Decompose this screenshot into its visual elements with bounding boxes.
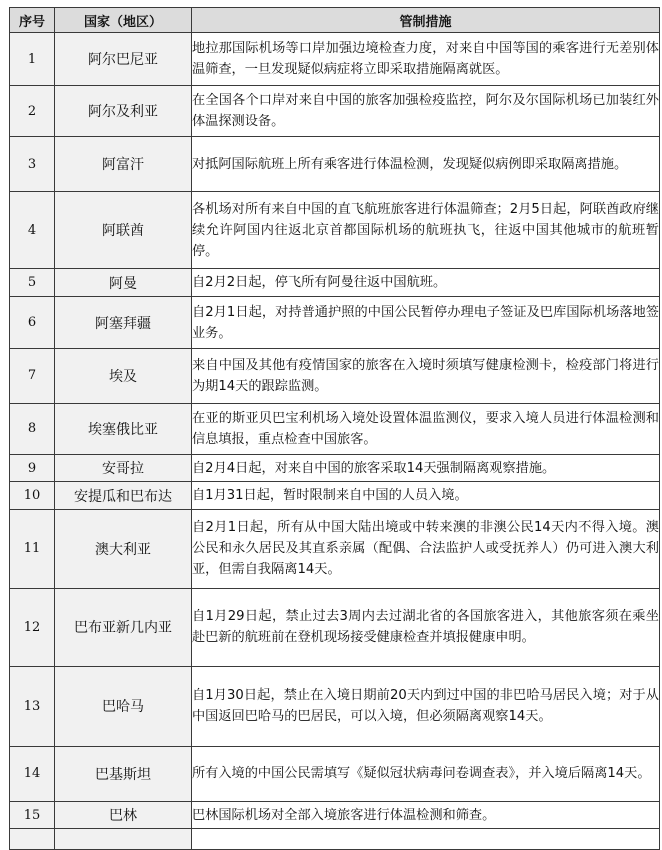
row-index: 9 [10, 454, 55, 482]
row-index: 13 [10, 666, 55, 746]
table-row [10, 454, 660, 482]
row-index [10, 829, 55, 850]
row-country: 巴布亚新几内亚 [55, 588, 192, 666]
row-measures: 自1月29日起，禁止过去3周内去过湖北省的各国旅客进入，其他旅客须在乘坐赴巴新的航班前在登机现场接受健康检查并填报健康申明。 [192, 588, 660, 666]
row-measures: 所有入境的中国公民需填写《疑似冠状病毒问卷调查表》，并入境后隔离14天。 [192, 746, 660, 801]
row-country [55, 829, 192, 850]
row-country: 安哥拉 [55, 454, 192, 482]
table-row [10, 482, 660, 510]
table-row [10, 269, 660, 297]
row-country: 阿尔及利亚 [55, 86, 192, 137]
row-index: 11 [10, 510, 55, 589]
row-measures: 各机场对所有来自中国的直飞航班旅客进行体温筛查；2月5日起，阿联酋政府继续允许阿国内往返北京首都国际机场的航班执飞，往返中国其他城市的航班暂停。 [192, 191, 660, 269]
header-measures: 管制措施 [192, 8, 660, 33]
row-index: 3 [10, 137, 55, 191]
header-row [10, 8, 660, 33]
row-measures: 自2月1日起，对持普通护照的中国公民暂停办理电子签证及巴库国际机场落地签业务。 [192, 297, 660, 349]
table-row [10, 33, 660, 86]
table-row [10, 801, 660, 829]
table-row [10, 191, 660, 269]
header-index: 序号 [10, 8, 55, 33]
row-country: 阿曼 [55, 269, 192, 297]
row-country: 巴基斯坦 [55, 746, 192, 801]
table-row [10, 746, 660, 801]
row-country: 安提瓜和巴布达 [55, 482, 192, 510]
row-measures: 在亚的斯亚贝巴宝利机场入境处设置体温监测仪，要求入境人员进行体温检测和信息填报，重点检查中国旅客。 [192, 403, 660, 454]
table-row [10, 403, 660, 454]
row-country: 阿塞拜疆 [55, 297, 192, 349]
row-measures: 对抵阿国际航班上所有乘客进行体温检测，发现疑似病例即采取隔离措施。 [192, 137, 660, 191]
row-index: 4 [10, 191, 55, 269]
row-country: 埃及 [55, 349, 192, 403]
table-row [10, 349, 660, 403]
table-row [10, 829, 660, 850]
row-measures: 自2月4日起，对来自中国的旅客采取14天强制隔离观察措施。 [192, 454, 660, 482]
row-measures: 来自中国及其他有疫情国家的旅客在入境时须填写健康检测卡，检疫部门将进行为期14天的跟踪监测。 [192, 349, 660, 403]
row-measures [192, 829, 660, 850]
table-row [10, 510, 660, 589]
control-measures-table [9, 7, 660, 850]
row-measures: 在全国各个口岸对来自中国的旅客加强检疫监控，阿尔及尔国际机场已加装红外体温探测设备。 [192, 86, 660, 137]
row-index: 7 [10, 349, 55, 403]
row-measures: 自1月30日起，禁止在入境日期前20天内到过中国的非巴哈马居民入境；对于从中国返回巴哈马的巴居民，可以入境，但必须隔离观察14天。 [192, 666, 660, 746]
row-country: 巴林 [55, 801, 192, 829]
row-index: 2 [10, 86, 55, 137]
row-index: 6 [10, 297, 55, 349]
row-country: 阿富汗 [55, 137, 192, 191]
row-index: 10 [10, 482, 55, 510]
table-row [10, 86, 660, 137]
row-index: 5 [10, 269, 55, 297]
row-index: 1 [10, 33, 55, 86]
row-index: 12 [10, 588, 55, 666]
row-measures: 自1月31日起，暂时限制来自中国的人员入境。 [192, 482, 660, 510]
row-country: 阿联酋 [55, 191, 192, 269]
row-country: 阿尔巴尼亚 [55, 33, 192, 86]
row-measures: 巴林国际机场对全部入境旅客进行体温检测和筛查。 [192, 801, 660, 829]
row-country: 埃塞俄比亚 [55, 403, 192, 454]
row-index: 15 [10, 801, 55, 829]
row-measures: 自2月2日起，停飞所有阿曼往返中国航班。 [192, 269, 660, 297]
table-row [10, 666, 660, 746]
table-row [10, 297, 660, 349]
header-country: 国家（地区） [55, 8, 192, 33]
row-measures: 自2月1日起，所有从中国大陆出境或中转来澳的非澳公民14天内不得入境。澳公民和永久居民及其直系亲属（配偶、合法监护人或受抚养人）仍可进入澳大利亚，但需自我隔离14天。 [192, 510, 660, 589]
row-index: 8 [10, 403, 55, 454]
table-row [10, 137, 660, 191]
row-measures: 地拉那国际机场等口岸加强边境检查力度，对来自中国等国的乘客进行无差别体温筛查，一旦发现疑似病症将立即采取措施隔离就医。 [192, 33, 660, 86]
row-index: 14 [10, 746, 55, 801]
row-country: 巴哈马 [55, 666, 192, 746]
table-row [10, 588, 660, 666]
row-country: 澳大利亚 [55, 510, 192, 589]
